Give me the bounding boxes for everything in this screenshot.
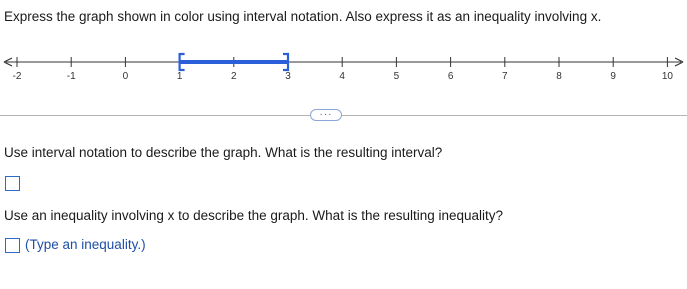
tick-label: -1	[66, 71, 76, 82]
inequality-answer-box[interactable]	[5, 238, 20, 253]
tick-label: -2	[12, 71, 22, 82]
divider	[0, 115, 687, 116]
interval-prompt: Use interval notation to describe the graph. What is the resulting interval?	[4, 145, 443, 160]
tick-label: 3	[285, 71, 291, 82]
tick-label: 4	[339, 71, 345, 82]
inequality-hint: (Type an inequality.)	[25, 237, 146, 252]
inequality-prompt: Use an inequality involving x to describe the graph. What is the resulting inequality?	[4, 208, 504, 223]
tick-label: 10	[661, 71, 673, 82]
tick-label: 0	[122, 71, 129, 82]
question-text: Express the graph shown in color using interval notation. Also express it as an inequality involving x.	[4, 9, 602, 24]
tick-label: 7	[502, 71, 508, 82]
tick-label: 9	[610, 71, 616, 82]
number-line	[0, 46, 687, 90]
tick-label: 1	[176, 71, 183, 82]
tick-label: 2	[231, 71, 237, 82]
tick-label: 8	[556, 71, 562, 82]
tick-label: 6	[447, 71, 454, 82]
more-button[interactable]: ···	[310, 109, 342, 121]
interval-answer-box[interactable]	[5, 176, 20, 191]
tick-label: 5	[393, 71, 400, 82]
